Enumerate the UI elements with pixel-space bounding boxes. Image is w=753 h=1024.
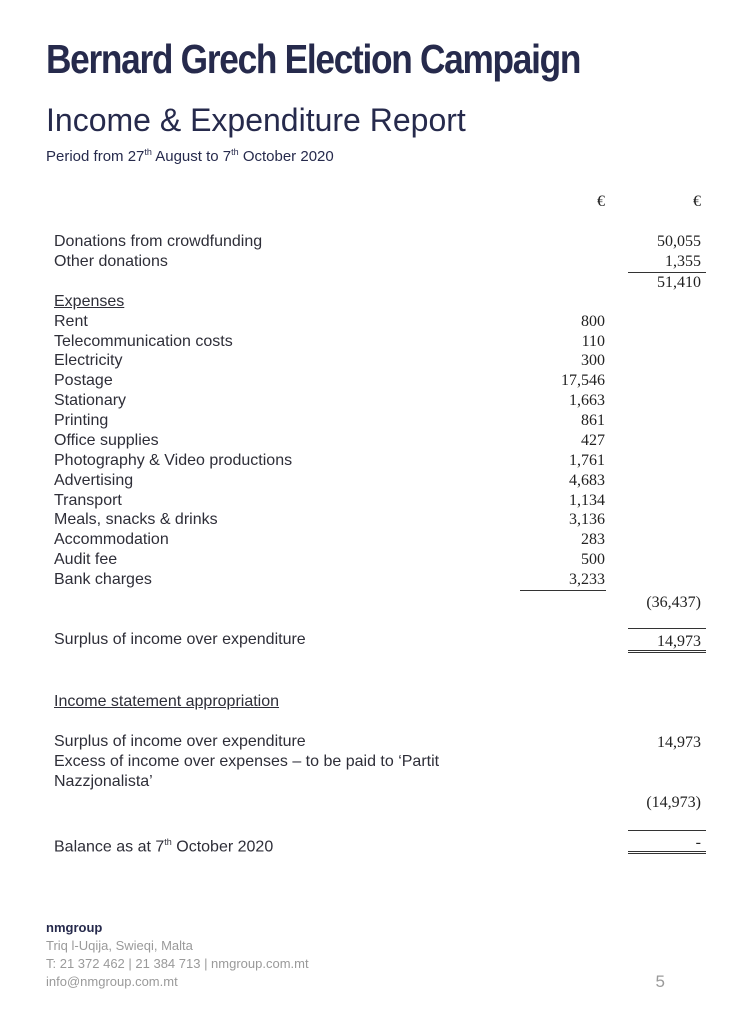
balance-double-rule: [628, 851, 706, 854]
expense-amount: 17,546: [561, 372, 605, 389]
balance-label: [54, 832, 273, 857]
income-label: Other donations: [54, 253, 168, 270]
income-amount: 50,055: [657, 233, 701, 250]
currency-header-col2: €: [693, 193, 701, 210]
expense-label: Stationary: [54, 392, 127, 409]
expense-label: Meals, snacks & drinks: [54, 511, 218, 528]
appropriation-excess-amount: (14,973): [646, 794, 701, 811]
expense-label: Printing: [54, 412, 109, 429]
report-title: Bernard Grech Election Campaign: [46, 36, 581, 82]
expense-label: Accommodation: [54, 531, 169, 548]
expense-label: Bank charges: [54, 571, 152, 588]
footer-address: Triq l-Uqija, Swieqi, Malta: [46, 938, 193, 953]
balance-text-end: October 2020: [171, 838, 274, 856]
surplus-amount: 14,973: [657, 633, 701, 650]
expense-amount: 1,134: [569, 492, 605, 509]
expense-label: Telecommunication costs: [54, 333, 233, 350]
expense-label: Transport: [54, 492, 122, 509]
appropriation-excess-label: Excess of income over expenses – to be paid to ‘Partit: [54, 753, 440, 770]
expenses-total: (36,437): [646, 594, 701, 611]
income-total: 51,410: [657, 274, 701, 291]
expense-amount: 3,233: [569, 571, 605, 588]
expense-amount: 4,683: [569, 472, 605, 489]
period-ordinal-2: th: [231, 147, 239, 157]
report-period: [46, 147, 334, 165]
surplus-rule-top: [628, 628, 706, 629]
expense-label: Electricity: [54, 352, 123, 369]
expense-label: Postage: [54, 372, 113, 389]
expense-label: Rent: [54, 313, 88, 330]
balance-rule-top: [628, 830, 706, 831]
appropriation-heading: Income statement appropriation: [54, 693, 280, 710]
expense-amount: 500: [581, 551, 605, 568]
expense-label: Audit fee: [54, 551, 118, 568]
income-label: Donations from crowdfunding: [54, 233, 263, 250]
report-subtitle: Income & Expenditure Report: [46, 102, 466, 138]
expense-label: Advertising: [54, 472, 134, 489]
expense-amount: 110: [581, 333, 605, 350]
currency-header-col1: €: [597, 193, 605, 210]
expense-amount: 283: [581, 531, 605, 548]
footer-email: info@nmgroup.com.mt: [46, 974, 178, 989]
surplus-double-rule: [628, 650, 706, 653]
appropriation-excess-label-cont: Nazzjonalista’: [54, 773, 153, 790]
expense-label: Office supplies: [54, 432, 159, 449]
expense-amount: 1,761: [569, 452, 605, 469]
expense-label: Photography & Video productions: [54, 452, 293, 469]
expenses-heading: Expenses: [54, 293, 125, 310]
footer-contact: T: 21 372 462 | 21 384 713 | nmgroup.com.mt: [46, 956, 309, 971]
page-number: 5: [655, 972, 665, 991]
expense-amount: 427: [581, 432, 605, 449]
expense-amount: 1,663: [569, 392, 605, 409]
balance-ordinal: th: [164, 837, 172, 847]
expense-amount: 800: [581, 313, 605, 330]
appropriation-surplus-amount: 14,973: [657, 734, 701, 751]
period-text-end: October 2020: [238, 148, 334, 165]
expense-amount: 300: [581, 352, 605, 369]
balance-text-start: Balance as at 7: [54, 838, 165, 856]
balance-amount: -: [695, 834, 701, 851]
period-ordinal-1: th: [144, 147, 152, 157]
expenses-subtotal-rule: [520, 590, 606, 591]
expense-amount: 3,136: [569, 511, 605, 528]
footer-brand: nmgroup: [46, 920, 103, 935]
expense-amount: 861: [581, 412, 605, 429]
appropriation-surplus-label: Surplus of income over expenditure: [54, 733, 306, 750]
surplus-label: Surplus of income over expenditure: [54, 631, 306, 648]
period-text-start: Period from 27: [46, 148, 145, 165]
income-amount: 1,355: [665, 253, 701, 270]
period-text-middle: August to 7: [151, 148, 232, 165]
